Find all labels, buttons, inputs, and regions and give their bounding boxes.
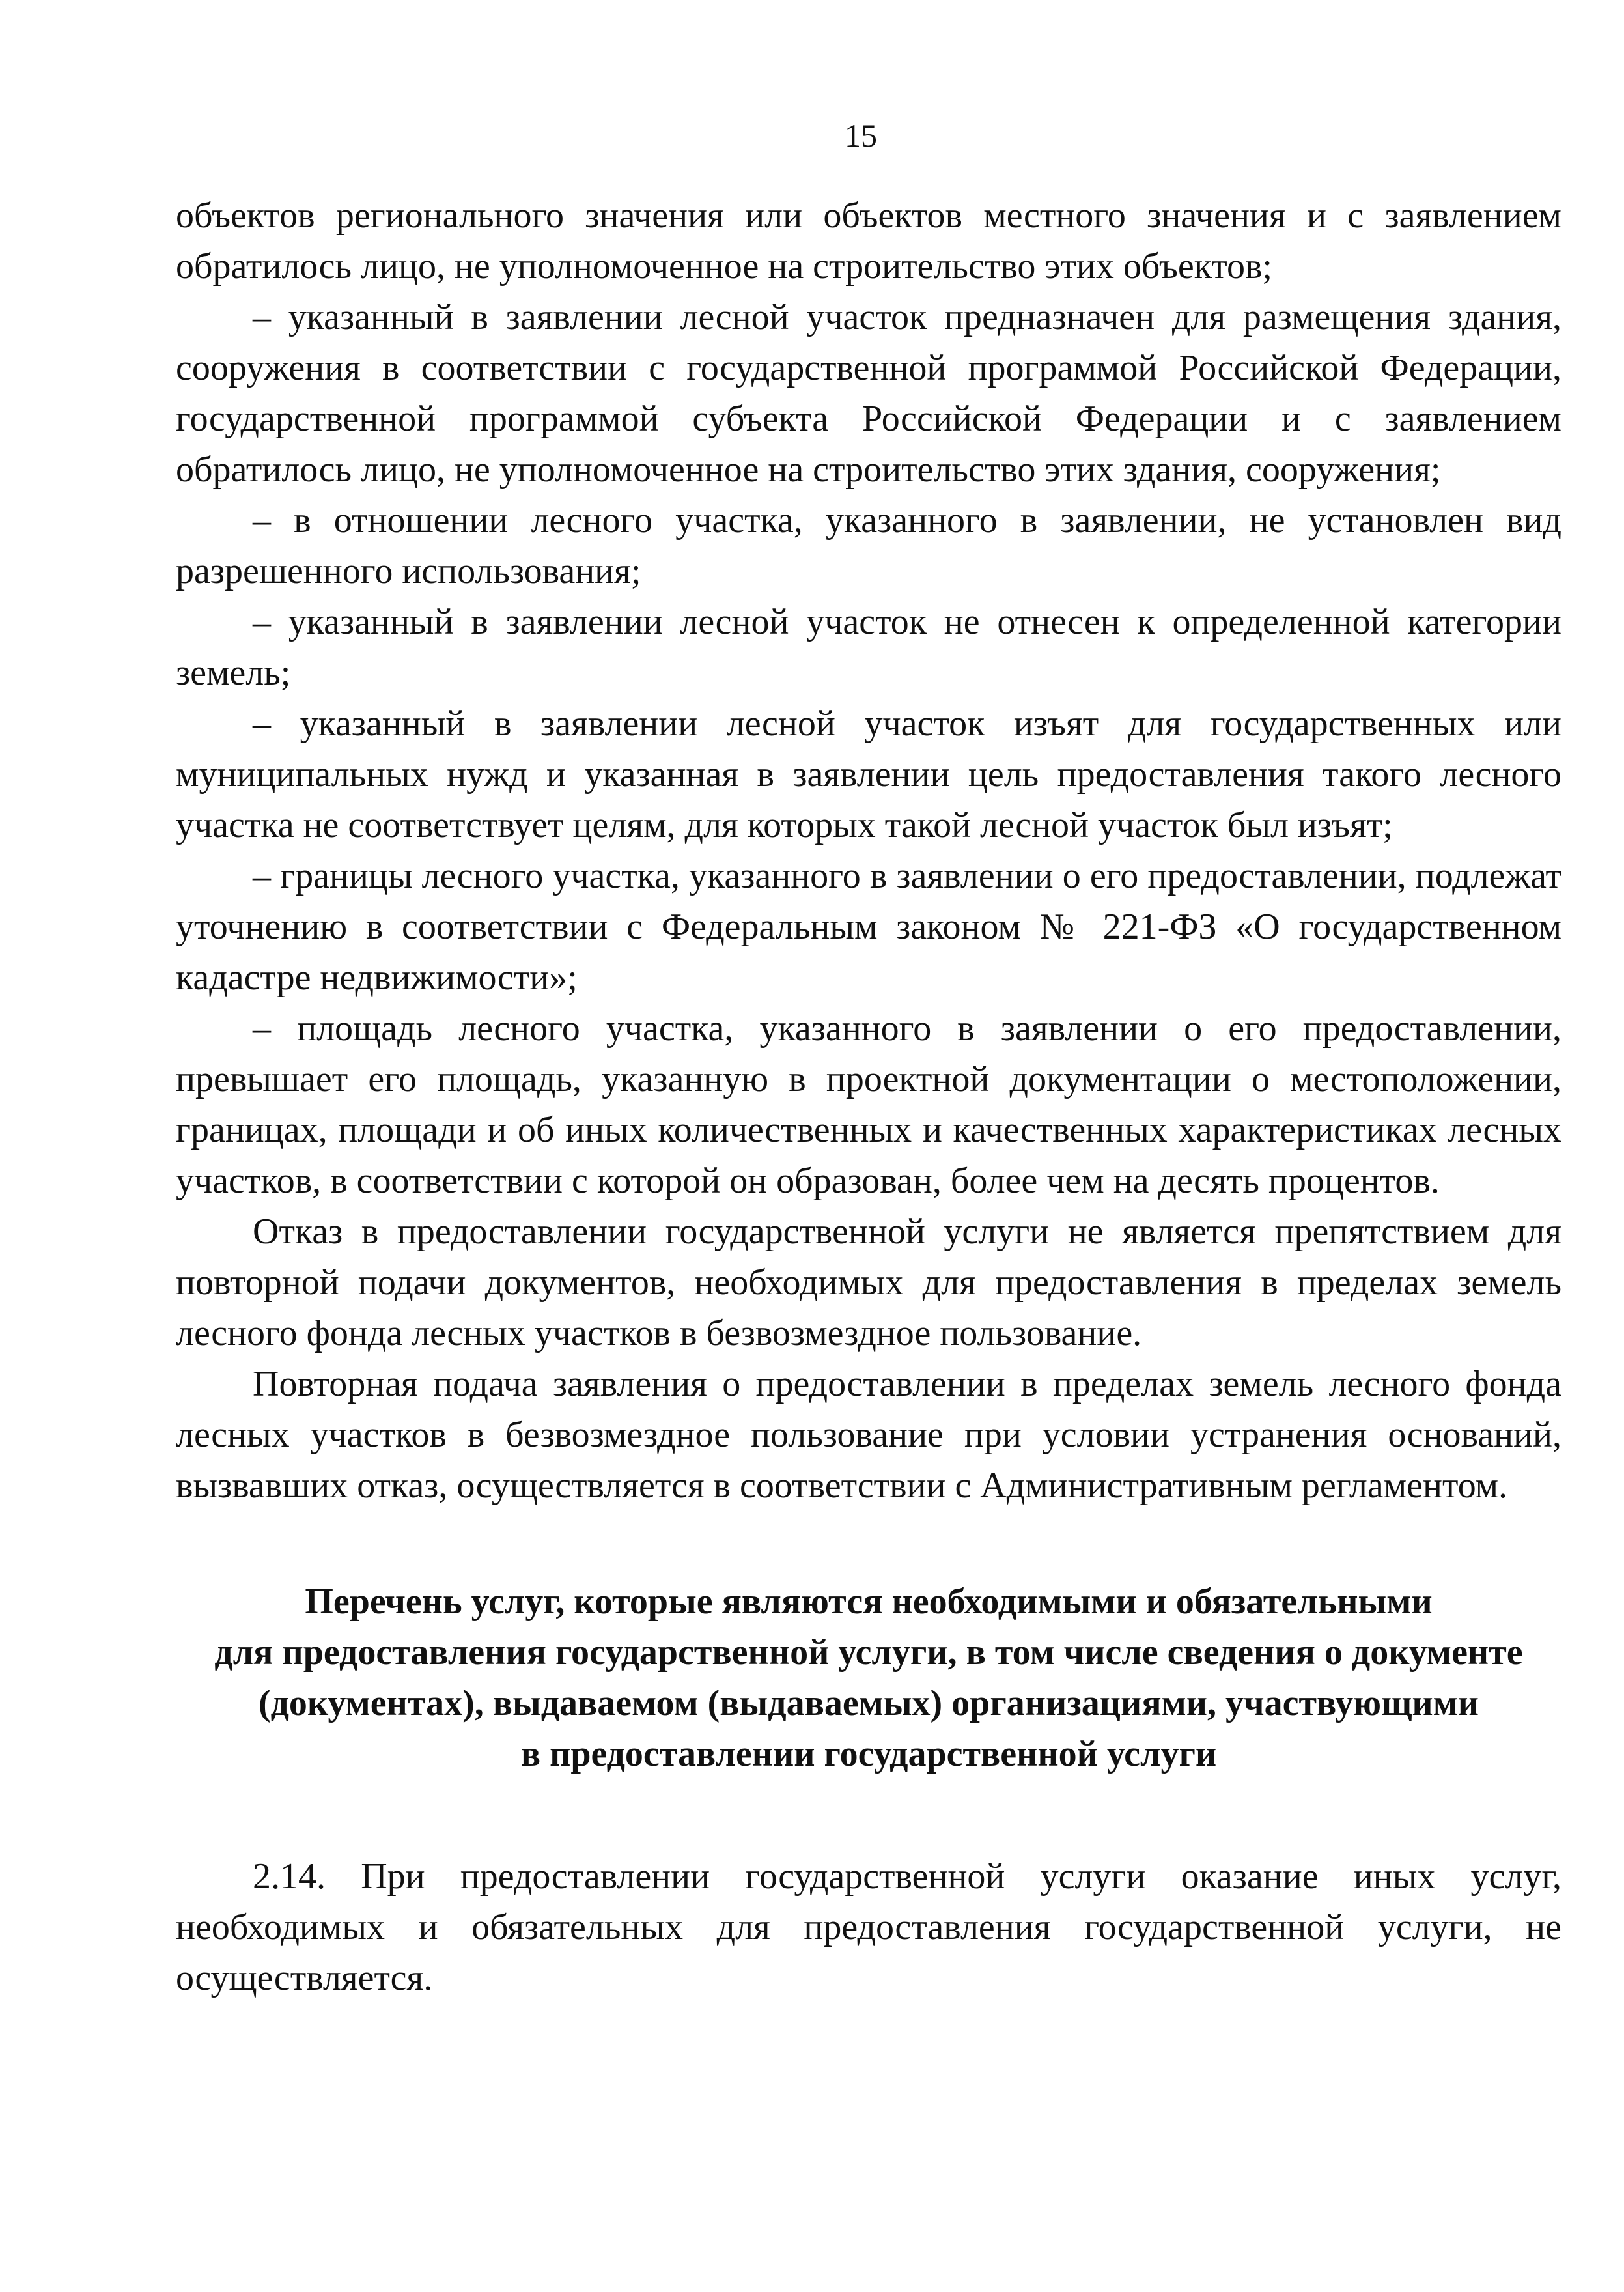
heading-line: (документах), выдаваемом (выдаваемых) организациями, участвующими <box>258 1683 1479 1723</box>
heading-line: Перечень услуг, которые являются необходимыми и обязательными <box>305 1581 1433 1622</box>
list-item-boundaries: – границы лесного участка, указанного в заявлении о его предоставлении, подлежат уточнению в соответствии с Федеральным законом № 221-ФЗ «О государственном кадастре недвижимости»; <box>176 856 1561 998</box>
section-heading <box>176 1576 1561 1779</box>
list-item-usage-type: – в отношении лесного участка, указанного в заявлении, не установлен вид разрешенного использования; <box>176 500 1561 591</box>
list-item-land-category: – указанный в заявлении лесной участок не отнесен к определенной категории земель; <box>176 602 1561 693</box>
paragraph-refusal: Отказ в предоставлении государственной услуги не является препятствием для повторной подачи документов, необходимых для предоставления в пределах земель лесного фонда лесных участков в безвозмездное пользование. <box>176 1211 1561 1353</box>
paragraph-continuation: объектов регионального значения или объектов местного значения и с заявлением обратилось лицо, не уполномоченное на строительство этих объектов; <box>176 195 1561 287</box>
heading-line: для предоставления государственной услуги, в том числе сведения о документе <box>214 1632 1523 1673</box>
heading-line: в предоставлении государственной услуги <box>520 1734 1217 1774</box>
page-number: 15 <box>845 117 877 154</box>
paragraph-resubmission: Повторная подача заявления о предоставлении в пределах земель лесного фонда лесных участков в безвозмездное пользование при условии устранения оснований, вызвавших отказ, осуществляется в соответствии с Административным регламентом. <box>176 1364 1561 1506</box>
document-body <box>176 190 1561 2003</box>
list-item-seized: – указанный в заявлении лесной участок изъят для государственных или муниципальных нужд и указанная в заявлении цель предоставления такого лесного участка не соответствует целям, для которых такой лесной участок был изъят; <box>176 703 1561 845</box>
paragraph-2-14: 2.14. При предоставлении государственной услуги оказание иных услуг, необходимых и обязательных для предоставления государственной услуги, не осуществляется. <box>176 1856 1561 1998</box>
list-item-area: – площадь лесного участка, указанного в заявлении о его предоставлении, превышает его площадь, указанную в проектной документации о местоположении, границах, площади и об иных количественных и качественных характеристиках лесных участков, в соответствии с которой он образован, более чем на десять процентов. <box>176 1008 1561 1201</box>
list-item-program: – указанный в заявлении лесной участок предназначен для размещения здания, сооружения в соответствии с государственной программой Российской Федерации, государственной программой субъекта Российской Федерации и с заявлением обратилось лицо, не уполномоченное на строительство этих здания, сооружения; <box>176 297 1561 490</box>
